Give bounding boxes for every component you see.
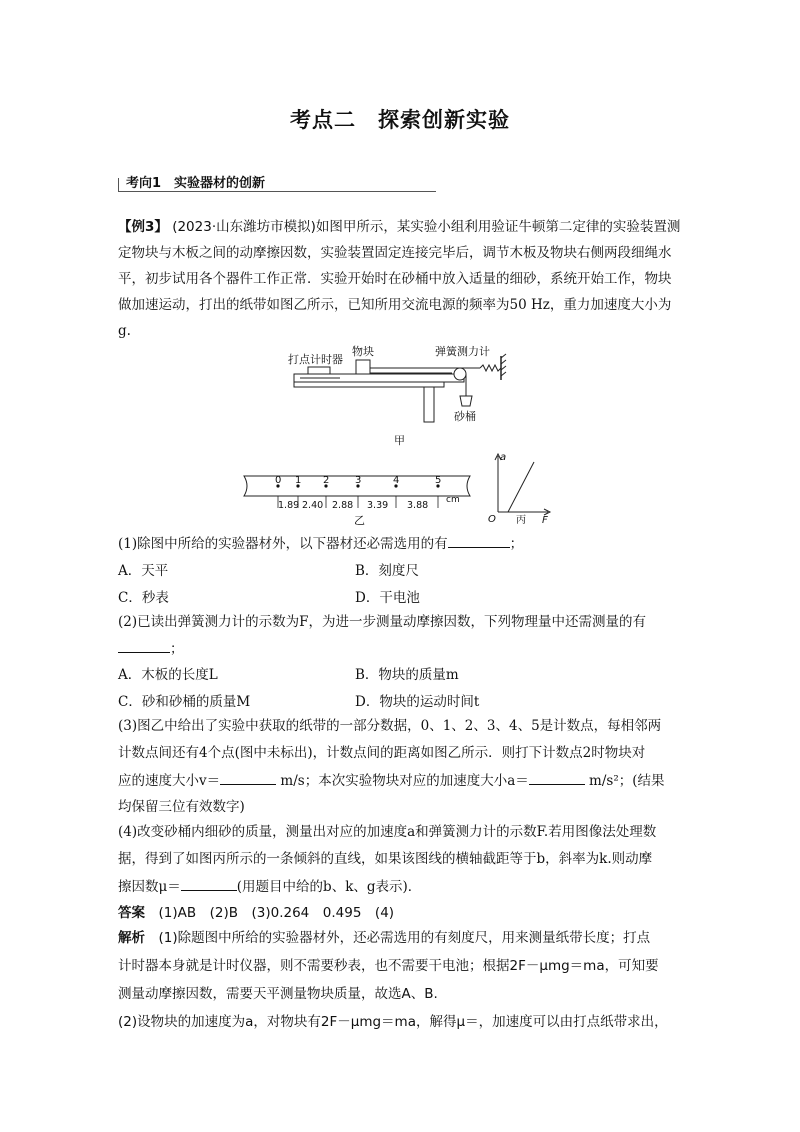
- q4-line1: (4)改变砂桶内细砂的质量，测量出对应的加速度a和弹簧测力计的示数F.若用图像法处理数: [118, 824, 657, 840]
- tape-point-label: 3: [355, 475, 362, 486]
- label-block: 物块: [352, 345, 374, 358]
- tape-distance-label: 3.39: [367, 500, 389, 511]
- spring: [480, 365, 501, 371]
- answer-line: [118, 903, 394, 923]
- section-underline: [118, 191, 436, 192]
- q2-option-d: D．物块的运动时间t: [355, 694, 480, 710]
- label-spring: 弹簧测力计: [435, 345, 490, 358]
- tape-point-label: 4: [393, 475, 400, 486]
- q2-option-c: C．砂和砂桶的质量M: [118, 694, 251, 710]
- section-heading: [118, 172, 436, 192]
- q2-option-a: A．木板的长度L: [118, 667, 218, 683]
- q3-velocity-blank[interactable]: [220, 770, 276, 785]
- analysis-line4: (2)设物块的加速度为a，对物块有2F－μmg＝ma，解得μ＝，加速度可以由打点纸带求出，: [118, 1014, 668, 1030]
- q4-line3: 擦因数μ＝ (用题目中给的b、k、g表示)．: [118, 876, 421, 897]
- block: [356, 360, 370, 374]
- example-paragraph: [118, 214, 683, 344]
- q2-blank-line: ；: [118, 638, 184, 659]
- analysis-line3: 测量动摩擦因数，需要天平测量物块质量，故选A、B.: [118, 986, 438, 1002]
- q1-stem: (1)除图中所给的实验器材外，以下器材还必需选用的有 ；: [118, 533, 523, 554]
- tape-point-label: 5: [435, 475, 442, 486]
- analysis-line1: 解析 (1)除题图中所给的实验器材外，还必需选用的有刻度尺，用来测量纸带长度；打点: [118, 930, 651, 946]
- origin-label: O: [488, 514, 496, 525]
- timer-device: [308, 367, 330, 374]
- q2-stem: (2)已读出弹簧测力计的示数为F，为进一步测量动摩擦因数，下列物理量中还需测量的有: [118, 614, 646, 630]
- page-title: 考点二 探索创新实验: [290, 108, 510, 132]
- axis-x-label: F: [542, 515, 548, 526]
- q3-line2: 计数点间还有4个点(图中未标出)，计数点间的距离如图乙所示．则打下计数点2时物块对: [118, 745, 646, 761]
- tape-point-label: 2: [323, 475, 330, 486]
- section-tick: [118, 178, 119, 192]
- q4-blank[interactable]: [181, 876, 237, 891]
- caption-bing: 丙: [516, 515, 526, 526]
- board-base: [294, 382, 444, 387]
- q4-line2: 据，得到了如图丙所示的一条倾斜的直线，如果该图线的横轴截距等于b，斜率为k.则动摩: [118, 851, 653, 867]
- pulley: [454, 368, 466, 380]
- q1-option-d: D．干电池: [355, 590, 420, 606]
- example-source: (2023·山东潍坊市模拟): [172, 219, 316, 235]
- tape-distance-label: 3.88: [407, 500, 429, 511]
- analysis-label: 解析: [118, 930, 145, 946]
- caption-yi: 乙: [354, 514, 365, 527]
- tape-point-label: 0: [275, 475, 282, 486]
- answer-label: 答案: [118, 905, 145, 921]
- table-leg: [424, 387, 434, 422]
- answer-text: (1)AB (2)B (3)0.264 0.495 (4): [145, 905, 395, 921]
- tape-distance-label: 2.40: [302, 500, 324, 511]
- tape-distance-label: 2.88: [332, 500, 354, 511]
- figure-bing: [486, 450, 556, 526]
- tape-distances: [278, 500, 428, 511]
- axis-y-label: a: [500, 452, 507, 463]
- caption-jia: 甲: [394, 434, 405, 447]
- tape-point-label: 1: [295, 475, 302, 486]
- q1-option-c: C．秒表: [118, 590, 169, 606]
- q2-blank[interactable]: [118, 638, 170, 653]
- q1-option-b: B．刻度尺: [355, 563, 419, 579]
- label-timer: 打点计时器: [288, 353, 343, 366]
- q3-line1: (3)图乙中给出了实验中获取的纸带的一部分数据，0、1、2、3、4、5是计数点，每相邻两: [118, 718, 662, 734]
- figure-jia: [280, 342, 520, 450]
- q1-option-a: A．天平: [118, 563, 169, 579]
- label-bucket: 砂桶: [454, 410, 476, 423]
- example-text: 如图甲所示，某实验小组利用验证牛顿第二定律的实验装置测定物块与木板之间的动摩擦因数，实验装置固定连接完毕后，调节木板及物块右侧两段细绳水平，初步试用各个器件工作正常．实验开始时在砂桶中放入适量的细砂，系统开始工作，物块做加速运动，打出的纸带如图乙所示，已知所用交流电源的频率为50 Hz，重力加速度大小为g.: [118, 219, 681, 339]
- sand-bucket: [460, 396, 472, 406]
- q1-blank[interactable]: [448, 533, 510, 548]
- q3-acceleration-blank[interactable]: [529, 770, 585, 785]
- analysis-line2: 计时器本身就是计时仪器，则不需要秒表，也不需要干电池；根据2F－μmg＝ma，可知要: [118, 958, 659, 974]
- tape-distance-label: 1.89: [278, 500, 300, 511]
- q3-line4: 均保留三位有效数字): [118, 799, 245, 815]
- figure-yi: [240, 468, 486, 528]
- q3-line3: 应的速度大小v＝ m/s；本次实验物块对应的加速度大小a＝ m/s²；(结果: [118, 770, 665, 791]
- example-tag: 【例3】: [118, 219, 168, 235]
- section-label: 考向1 实验器材的创新: [126, 176, 266, 191]
- tape-unit: cm: [446, 495, 460, 505]
- graph-line: [508, 462, 534, 512]
- q2-option-b: B．物块的质量m: [355, 667, 459, 683]
